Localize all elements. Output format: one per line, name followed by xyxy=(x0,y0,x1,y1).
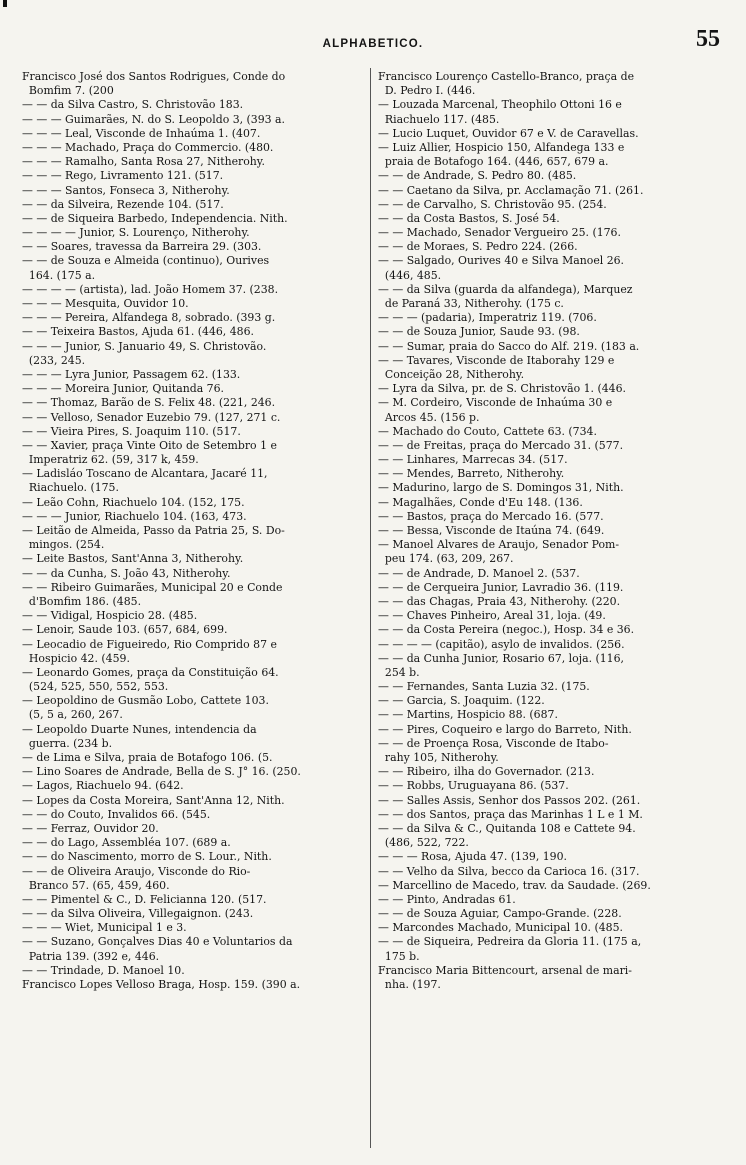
entry-line: — — — Rego, Livramento 121. (517. xyxy=(22,169,224,183)
entry-line: — — de Siqueira, Pedreira da Gloria 11. (175 a, xyxy=(378,935,642,949)
entry-line: (233, 245. xyxy=(22,353,86,367)
entry-line: — Lyra da Silva, pr. de S. Christovão 1. (446. xyxy=(378,382,626,396)
entry-line: — — Velloso, Senador Euzebio 79. (127, 271 c. xyxy=(22,410,281,424)
entry-line: Riachuelo. (175. xyxy=(22,481,119,495)
entry-line: — — — Machado, Praça do Commercio. (480. xyxy=(22,140,274,154)
entry-line: — — de Andrade, S. Pedro 80. (485. xyxy=(378,169,577,183)
entry-line: — — Pimentel & C., D. Felicianna 120. (517. xyxy=(22,892,267,906)
entry-line: (5, 5 a, 260, 267. xyxy=(22,708,123,722)
entry-line: — Manoel Alvares de Araujo, Senador Pom- xyxy=(378,538,620,552)
entry-line: — — — Pereira, Alfandega 8, sobrado. (393 g. xyxy=(22,311,276,325)
entry-line: — — — Mesquita, Ouvidor 10. xyxy=(22,297,189,310)
entry-line: 175 b. xyxy=(378,949,420,963)
entry-line: Riachuelo 117. (485. xyxy=(378,112,500,126)
entry-line: — — — — (artista), lad. João Homem 37. (238. xyxy=(22,282,279,296)
entry-line: — — Martins, Hospicio 88. (687. xyxy=(378,708,558,722)
entry-line: — — da Costa Pereira (negoc.), Hosp. 34 e 36. xyxy=(378,623,635,637)
entry-line: d'Bomfim 186. (485. xyxy=(22,594,142,608)
entry-line: — de Lima e Silva, praia de Botafogo 106. (5. xyxy=(22,751,273,764)
entry-line: — — dos Santos, praça das Marinhas 1 L e 1 M. xyxy=(378,807,643,821)
entry-line: — Leonardo Gomes, praça da Constituição 64. xyxy=(22,665,279,679)
entry-line: nha. (197. xyxy=(378,978,441,991)
entry-line: — — da Silva (guarda da alfandega), Marquez xyxy=(378,282,633,296)
entry-line: — — Machado, Senador Vergueiro 25. (176. xyxy=(378,226,621,240)
entry-line: — — — Santos, Fonseca 3, Nitherohy. xyxy=(22,183,230,197)
entry-line: — — Vieira Pires, S. Joaquim 110. (517. xyxy=(22,424,241,438)
entry-line: — Magalhães, Conde d'Eu 148. (136. xyxy=(378,495,583,509)
entry-line: (524, 525, 550, 552, 553. xyxy=(22,680,169,694)
entry-line: — — Caetano da Silva, pr. Acclamação 71. (261. xyxy=(378,183,644,197)
entry-line: — Lagos, Riachuelo 94. (642. xyxy=(22,779,184,793)
entry-line: — — de Souza Aguiar, Campo-Grande. (228. xyxy=(378,907,622,921)
left-column xyxy=(22,70,367,992)
entry-line: — — Pinto, Andradas 61. xyxy=(378,892,516,906)
entry-line: Patria 139. (392 e, 446. xyxy=(22,949,160,963)
entry-line: — — — Ramalho, Santa Rosa 27, Nitherohy. xyxy=(22,155,265,169)
entry-line: guerra. (234 b. xyxy=(22,736,113,750)
entry-line: — — da Silva Oliveira, Villegaignon. (243. xyxy=(22,907,254,921)
entry-line: rahy 105, Nitherohy. xyxy=(378,751,499,764)
entry-line: — — Bastos, praça do Mercado 16. (577. xyxy=(378,509,604,523)
entry-line: — — Soares, travessa da Barreira 29. (303. xyxy=(22,240,262,254)
entry-line: — — Suzano, Gonçalves Dias 40 e Voluntarios da xyxy=(22,935,293,949)
entry-line: — — Mendes, Barreto, Nitherohy. xyxy=(378,467,565,481)
entry-line: — — Garcia, S. Joaquim. (122. xyxy=(378,694,545,708)
entry-line: — — Ribeiro, ilha do Governador. (213. xyxy=(378,765,595,779)
entry-line: — — Ribeiro Guimarães, Municipal 20 e Conde xyxy=(22,580,283,594)
entry-line: — Leopoldino de Gusmão Lobo, Cattete 103. xyxy=(22,694,269,708)
entry-line: — Leite Bastos, Sant'Anna 3, Nitherohy. xyxy=(22,552,244,566)
entry-line: — — da Silveira, Rezende 104. (517. xyxy=(22,197,224,211)
entry-line: — — Fernandes, Santa Luzia 32. (175. xyxy=(378,680,590,694)
entry-line: — — Xavier, praça Vinte Oito de Setembro 1 e xyxy=(22,438,277,452)
entry-line: — — da Costa Bastos, S. José 54. xyxy=(378,211,560,225)
entry-line: — — Sumar, praia do Sacco do Alf. 219. (183 a. xyxy=(378,339,640,353)
entry-line: — Louzada Marcenal, Theophilo Ottoni 16 e xyxy=(378,98,622,112)
entry-line: — M. Cordeiro, Visconde de Inhaúma 30 e xyxy=(378,396,613,410)
entry-line: — — da Cunha, S. João 43, Nitherohy. xyxy=(22,566,231,580)
entry-line: — — — — (capitão), asylo de invalidos. (256. xyxy=(378,637,625,651)
entry-line: — — de Moraes, S. Pedro 224. (266. xyxy=(378,240,578,254)
entry-line: 254 b. xyxy=(378,665,420,679)
entry-line: Francisco Lopes Velloso Braga, Hosp. 159. (390 a. xyxy=(22,978,301,991)
entry-line: — — Velho da Silva, becco da Carioca 16. (317. xyxy=(378,864,640,878)
entry-line: — Lopes da Costa Moreira, Sant'Anna 12, Nith. xyxy=(22,793,285,807)
entry-line: 164. (175 a. xyxy=(22,268,96,282)
entry-line: — — — Wiet, Municipal 1 e 3. xyxy=(22,921,187,935)
entry-line: — Leitão de Almeida, Passo da Patria 25, S. Do- xyxy=(22,524,285,537)
page-number: 55 xyxy=(696,26,720,52)
page-header xyxy=(0,24,746,58)
entry-line: Francisco José dos Santos Rodrigues, Conde do xyxy=(22,70,286,83)
entry-line: mingos. (254. xyxy=(22,538,105,552)
entry-line: — Leopoldo Duarte Nunes, intendencia da xyxy=(22,722,257,736)
entry-line: Hospicio 42. (459. xyxy=(22,651,130,665)
entry-line: — — de Andrade, D. Manoel 2. (537. xyxy=(378,566,580,580)
entry-line: — — — Junior, Riachuelo 104. (163, 473. xyxy=(22,509,247,523)
entry-line: — — Salgado, Ourives 40 e Silva Manoel 26. xyxy=(378,254,625,268)
entry-line: — — da Cunha Junior, Rosario 67, loja. (116, xyxy=(378,651,624,665)
entry-line: — — — Junior, S. Januario 49, S. Christovão. xyxy=(22,339,267,353)
entry-line: — — Linhares, Marrecas 34. (517. xyxy=(378,453,568,467)
entry-line: — — do Lago, Assembléa 107. (689 a. xyxy=(22,836,231,850)
entry-line: — — de Souza e Almeida (continuo), Ourives xyxy=(22,254,270,268)
entry-line: — Luiz Allier, Hospicio 150, Alfandega 133 e xyxy=(378,140,625,154)
entry-line: — — — Guimarães, N. do S. Leopoldo 3, (393 a. xyxy=(22,112,286,126)
entry-line: — — de Proença Rosa, Visconde de Itabo- xyxy=(378,736,609,750)
entry-line: — — Pires, Coqueiro e largo do Barreto, Nith. xyxy=(378,722,632,736)
entry-line: Francisco Maria Bittencourt, arsenal de mari- xyxy=(378,963,632,977)
entry-line: Francisco Lourenço Castello-Branco, praça de xyxy=(378,70,635,83)
entry-line: — — do Nascimento, morro de S. Lour., Nith. xyxy=(22,850,272,864)
entry-line: — — de Cerqueira Junior, Lavradio 36. (119. xyxy=(378,580,624,594)
page-title: ALPHABETICO. xyxy=(322,38,424,50)
entry-line: D. Pedro I. (446. xyxy=(378,84,476,98)
entry-line: — — — Rosa, Ajuda 47. (139, 190. xyxy=(378,850,567,864)
entry-line: Imperatriz 62. (59, 317 k, 459. xyxy=(22,453,199,467)
entry-line: — — de Souza Junior, Saude 93. (98. xyxy=(378,325,580,339)
entry-line: — — de Siqueira Barbedo, Independencia. Nith. xyxy=(22,211,288,225)
entry-line: — Marcondes Machado, Municipal 10. (485. xyxy=(378,921,623,935)
entry-line: — — Tavares, Visconde de Itaborahy 129 e xyxy=(378,353,615,367)
entry-line: — Lino Soares de Andrade, Bella de S. J° 16. (250. xyxy=(22,765,301,779)
right-column xyxy=(378,70,723,992)
entry-line: — — Salles Assis, Senhor dos Passos 202. (261. xyxy=(378,793,641,807)
entry-line: — — da Silva Castro, S. Christovão 183. xyxy=(22,98,244,112)
entry-line: — Leão Cohn, Riachuelo 104. (152, 175. xyxy=(22,495,245,509)
entry-line: — — de Oliveira Araujo, Visconde do Rio- xyxy=(22,864,251,878)
entry-line: (446, 485. xyxy=(378,268,442,282)
entry-line: — Lucio Luquet, Ouvidor 67 e V. de Caravellas. xyxy=(378,126,639,140)
entry-line: — — de Freitas, praça do Mercado 31. (577. xyxy=(378,438,624,452)
entry-line: — — Thomaz, Barão de S. Felix 48. (221, 246. xyxy=(22,396,276,410)
entry-line: — — Vidigal, Hospicio 28. (485. xyxy=(22,609,198,623)
entry-line: praia de Botafogo 164. (446, 657, 679 a. xyxy=(378,155,609,169)
entry-line: (486, 522, 722. xyxy=(378,836,469,850)
column-divider xyxy=(370,68,371,1148)
entry-line: — Ladisláo Toscano de Alcantara, Jacaré 11, xyxy=(22,467,268,481)
entry-line: peu 174. (63, 209, 267. xyxy=(378,552,514,566)
entry-line: — — de Carvalho, S. Christovão 95. (254. xyxy=(378,197,607,211)
entry-line: — — Bessa, Visconde de Itaúna 74. (649. xyxy=(378,524,605,537)
entry-line: — — — — Junior, S. Lourenço, Nitherohy. xyxy=(22,226,250,240)
entry-line: — Marcellino de Macedo, trav. da Saudade. (269. xyxy=(378,878,651,892)
entry-line: — — do Couto, Invalidos 66. (545. xyxy=(22,807,211,821)
entry-line: — Machado do Couto, Cattete 63. (734. xyxy=(378,424,597,438)
entry-line: — — Robbs, Uruguayana 86. (537. xyxy=(378,779,569,793)
entry-line: Branco 57. (65, 459, 460. xyxy=(22,878,170,892)
entry-line: — Madurino, largo de S. Domingos 31, Nith. xyxy=(378,481,624,495)
entry-line: — Lenoir, Saude 103. (657, 684, 699. xyxy=(22,623,228,637)
corner-mark xyxy=(3,0,7,7)
entry-line: — — — Moreira Junior, Quitanda 76. xyxy=(22,382,224,396)
entry-line: — Leocadio de Figueiredo, Rio Comprido 87 e xyxy=(22,637,277,651)
entry-line: — — Ferraz, Ouvidor 20. xyxy=(22,821,159,835)
entry-line: — — da Silva & C., Quitanda 108 e Cattete 94. xyxy=(378,821,636,835)
entry-line: — — — (padaria), Imperatriz 119. (706. xyxy=(378,311,597,325)
entry-line: — — Trindade, D. Manoel 10. xyxy=(22,963,185,977)
entry-line: — — — Lyra Junior, Passagem 62. (133. xyxy=(22,367,241,381)
entry-line: — — das Chagas, Praia 43, Nitherohy. (220. xyxy=(378,594,621,608)
entry-line: — — — Leal, Visconde de Inhaúma 1. (407. xyxy=(22,126,261,140)
entry-line: Bomfim 7. (200 xyxy=(22,84,114,98)
entry-line: — — Teixeira Bastos, Ajuda 61. (446, 486. xyxy=(22,325,254,339)
entry-line: Arcos 45. (156 p. xyxy=(378,410,480,424)
entry-line: de Paraná 33, Nitherohy. (175 c. xyxy=(378,297,564,310)
entry-line: Conceição 28, Nitherohy. xyxy=(378,367,525,381)
entry-line: — — Chaves Pinheiro, Areal 31, loja. (49. xyxy=(378,609,606,623)
